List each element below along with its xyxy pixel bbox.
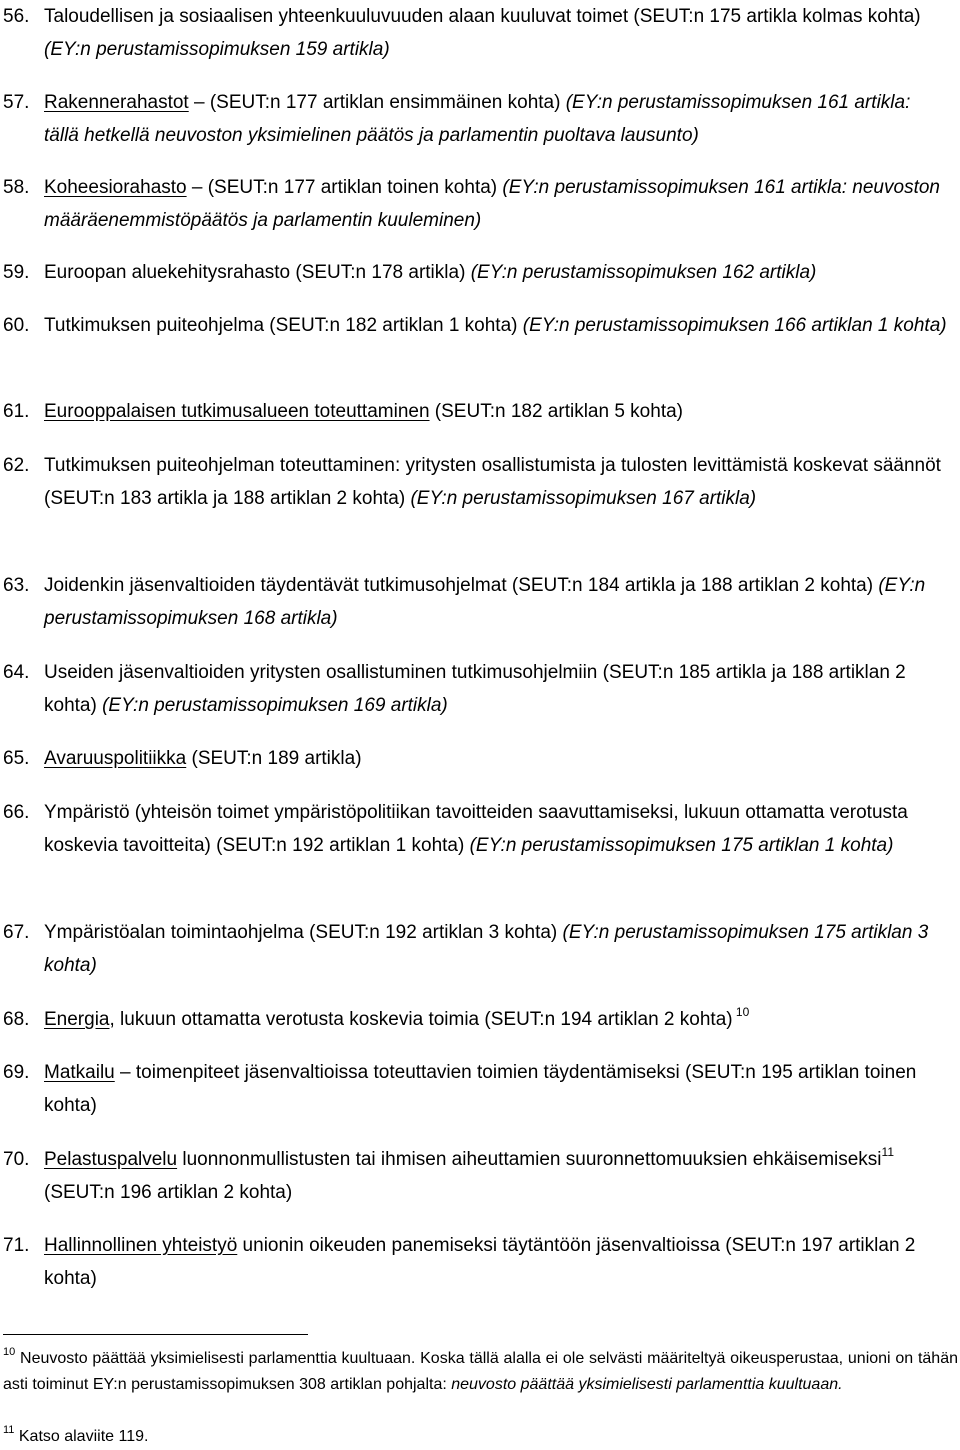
footnote-text — [3, 1350, 958, 1393]
italic-text: (EY:n perustamissopimuksen 167 artikla) — [410, 488, 757, 509]
text-run: (SEUT:n 182 artiklan 5 kohta) — [429, 401, 683, 422]
item-text — [44, 796, 949, 862]
item-text — [44, 0, 949, 66]
item-number: 60. — [3, 315, 30, 336]
footnote-divider — [3, 1334, 308, 1335]
item-text — [44, 256, 949, 289]
item-text — [44, 309, 949, 342]
italic-text: (EY:n perustamissopimuksen 161 artikla: tällä hetkellä neuvoston yksimielinen päätös ja parlamentin puoltava lausunto) — [44, 92, 911, 146]
item-text — [44, 1143, 949, 1209]
item-text — [44, 449, 949, 515]
text-run: Euroopan aluekehitysrahasto (SEUT:n 178 artikla) — [44, 262, 471, 283]
item-text — [44, 1229, 949, 1295]
italic-text: (EY:n perustamissopimuksen 166 artiklan 1 kohta) — [522, 315, 947, 336]
item-number: 61. — [3, 401, 30, 422]
text-run: – (SEUT:n 177 artiklan toinen kohta) — [186, 177, 503, 198]
text-run: Tutkimuksen puiteohjelman toteuttaminen: yritysten osallistumista ja tulosten levittämistä koskevat säännöt (SEUT:n 183 artikla ja 188 artiklan 2 kohta) — [44, 455, 941, 509]
text-run: Katso alaviite 119. — [14, 1428, 149, 1445]
item-number: 67. — [3, 922, 30, 943]
italic-text: (EY:n perustamissopimuksen 159 artikla) — [44, 39, 390, 60]
text-run: Tutkimuksen puiteohjelma (SEUT:n 182 artiklan 1 kohta) — [44, 315, 523, 336]
text-run: Neuvosto päättää yksimielisesti parlamenttia kuultuaan. Koska tällä alalla ei ole selvästi määriteltyä oikeusperustaa, unioni on tähän asti toiminut EY:n perustamissopimuksen 308 artiklan pohjalta: — [3, 1350, 958, 1393]
item-number: 64. — [3, 662, 30, 683]
item-number: 58. — [3, 177, 30, 198]
footnote-reference: 10 — [732, 1005, 750, 1019]
underlined-term: Koheesiorahasto — [44, 177, 187, 198]
italic-text: (EY:n perustamissopimuksen 169 artikla) — [102, 695, 448, 716]
text-run: (SEUT:n 196 artiklan 2 kohta) — [44, 1182, 293, 1203]
item-text — [44, 86, 949, 152]
text-run: unionin oikeuden panemiseksi täytäntöön jäsenvaltioissa (SEUT:n 197 artiklan 2 kohta) — [44, 1235, 916, 1289]
underlined-term: Hallinnollinen yhteistyö — [44, 1235, 238, 1256]
item-number: 71. — [3, 1235, 30, 1256]
item-number: 62. — [3, 455, 30, 476]
item-number: 66. — [3, 802, 30, 823]
item-text — [44, 569, 949, 635]
text-run: Ympäristöalan toimintaohjelma (SEUT:n 192 artiklan 3 kohta) — [44, 922, 563, 943]
item-number: 56. — [3, 6, 30, 27]
item-number: 63. — [3, 575, 30, 596]
underlined-term: Rakennerahastot — [44, 92, 189, 113]
underlined-term: Matkailu — [44, 1062, 115, 1083]
italic-text: (EY:n perustamissopimuksen 162 artikla) — [470, 262, 817, 283]
text-run: (SEUT:n 189 artikla) — [186, 748, 362, 769]
item-number: 59. — [3, 262, 30, 283]
item-number: 69. — [3, 1062, 30, 1083]
text-run: – toimenpiteet jäsenvaltioissa toteuttavien toimien täydentämiseksi (SEUT:n 195 artiklan toinen kohta) — [44, 1062, 917, 1116]
item-text — [44, 1056, 949, 1122]
underlined-term: Avaruuspolitiikka — [44, 748, 187, 769]
footnote-text — [14, 1428, 148, 1445]
footnote-mark: 10 — [3, 1346, 16, 1358]
underlined-term: Eurooppalaisen tutkimusalueen toteuttaminen — [44, 401, 430, 422]
italic-text: (EY:n perustamissopimuksen 168 artikla) — [44, 575, 926, 629]
item-text — [44, 742, 949, 775]
italic-text: neuvosto päättää yksimielisesti parlamenttia kuultuaan. — [451, 1376, 843, 1393]
item-number: 70. — [3, 1149, 30, 1170]
text-run: Ympäristö (yhteisön toimet ympäristöpolitiikan tavoitteiden saavuttamiseksi, lukuun ottamatta verotusta koskevia tavoitteita) (SEUT:n 192 artiklan 1 kohta) — [44, 802, 908, 856]
italic-text: (EY:n perustamissopimuksen 175 artiklan 3 kohta) — [44, 922, 929, 976]
item-text — [44, 171, 949, 237]
italic-text: (EY:n perustamissopimuksen 175 artiklan 1 kohta) — [469, 835, 894, 856]
item-text — [44, 1003, 949, 1036]
footnote — [3, 1424, 958, 1450]
text-run: Joidenkin jäsenvaltioiden täydentävät tutkimusohjelmat (SEUT:n 184 artikla ja 188 artiklan 2 kohta) — [44, 575, 879, 596]
text-run: luonnonmullistusten tai ihmisen aiheuttamien suuronnettomuuksien ehkäisemiseksi — [177, 1149, 882, 1170]
underlined-term: Pelastuspalvelu — [44, 1149, 178, 1170]
item-text — [44, 395, 949, 428]
text-run: , lukuun ottamatta verotusta koskevia toimia (SEUT:n 194 artiklan 2 kohta) — [109, 1009, 733, 1030]
footnote-mark: 11 — [3, 1424, 15, 1436]
item-text — [44, 656, 949, 722]
text-run: Taloudellisen ja sosiaalisen yhteenkuuluvuuden alaan kuuluvat toimet (SEUT:n 175 artikla kolmas kohta) — [44, 6, 921, 27]
footnote-reference: 11 — [881, 1145, 895, 1159]
italic-text: (EY:n perustamissopimuksen 161 artikla: neuvoston määräenemmistöpäätös ja parlamentin kuuleminen) — [44, 177, 940, 231]
item-text — [44, 916, 949, 982]
item-number: 57. — [3, 92, 30, 113]
underlined-term: Energia — [44, 1009, 110, 1030]
text-run: – (SEUT:n 177 artiklan ensimmäinen kohta) — [188, 92, 566, 113]
text-run: Useiden jäsenvaltioiden yritysten osallistuminen tutkimusohjelmiin (SEUT:n 185 artikla ja 188 artiklan 2 kohta) — [44, 662, 906, 716]
item-number: 65. — [3, 748, 30, 769]
footnote — [3, 1346, 958, 1398]
item-number: 68. — [3, 1009, 30, 1030]
